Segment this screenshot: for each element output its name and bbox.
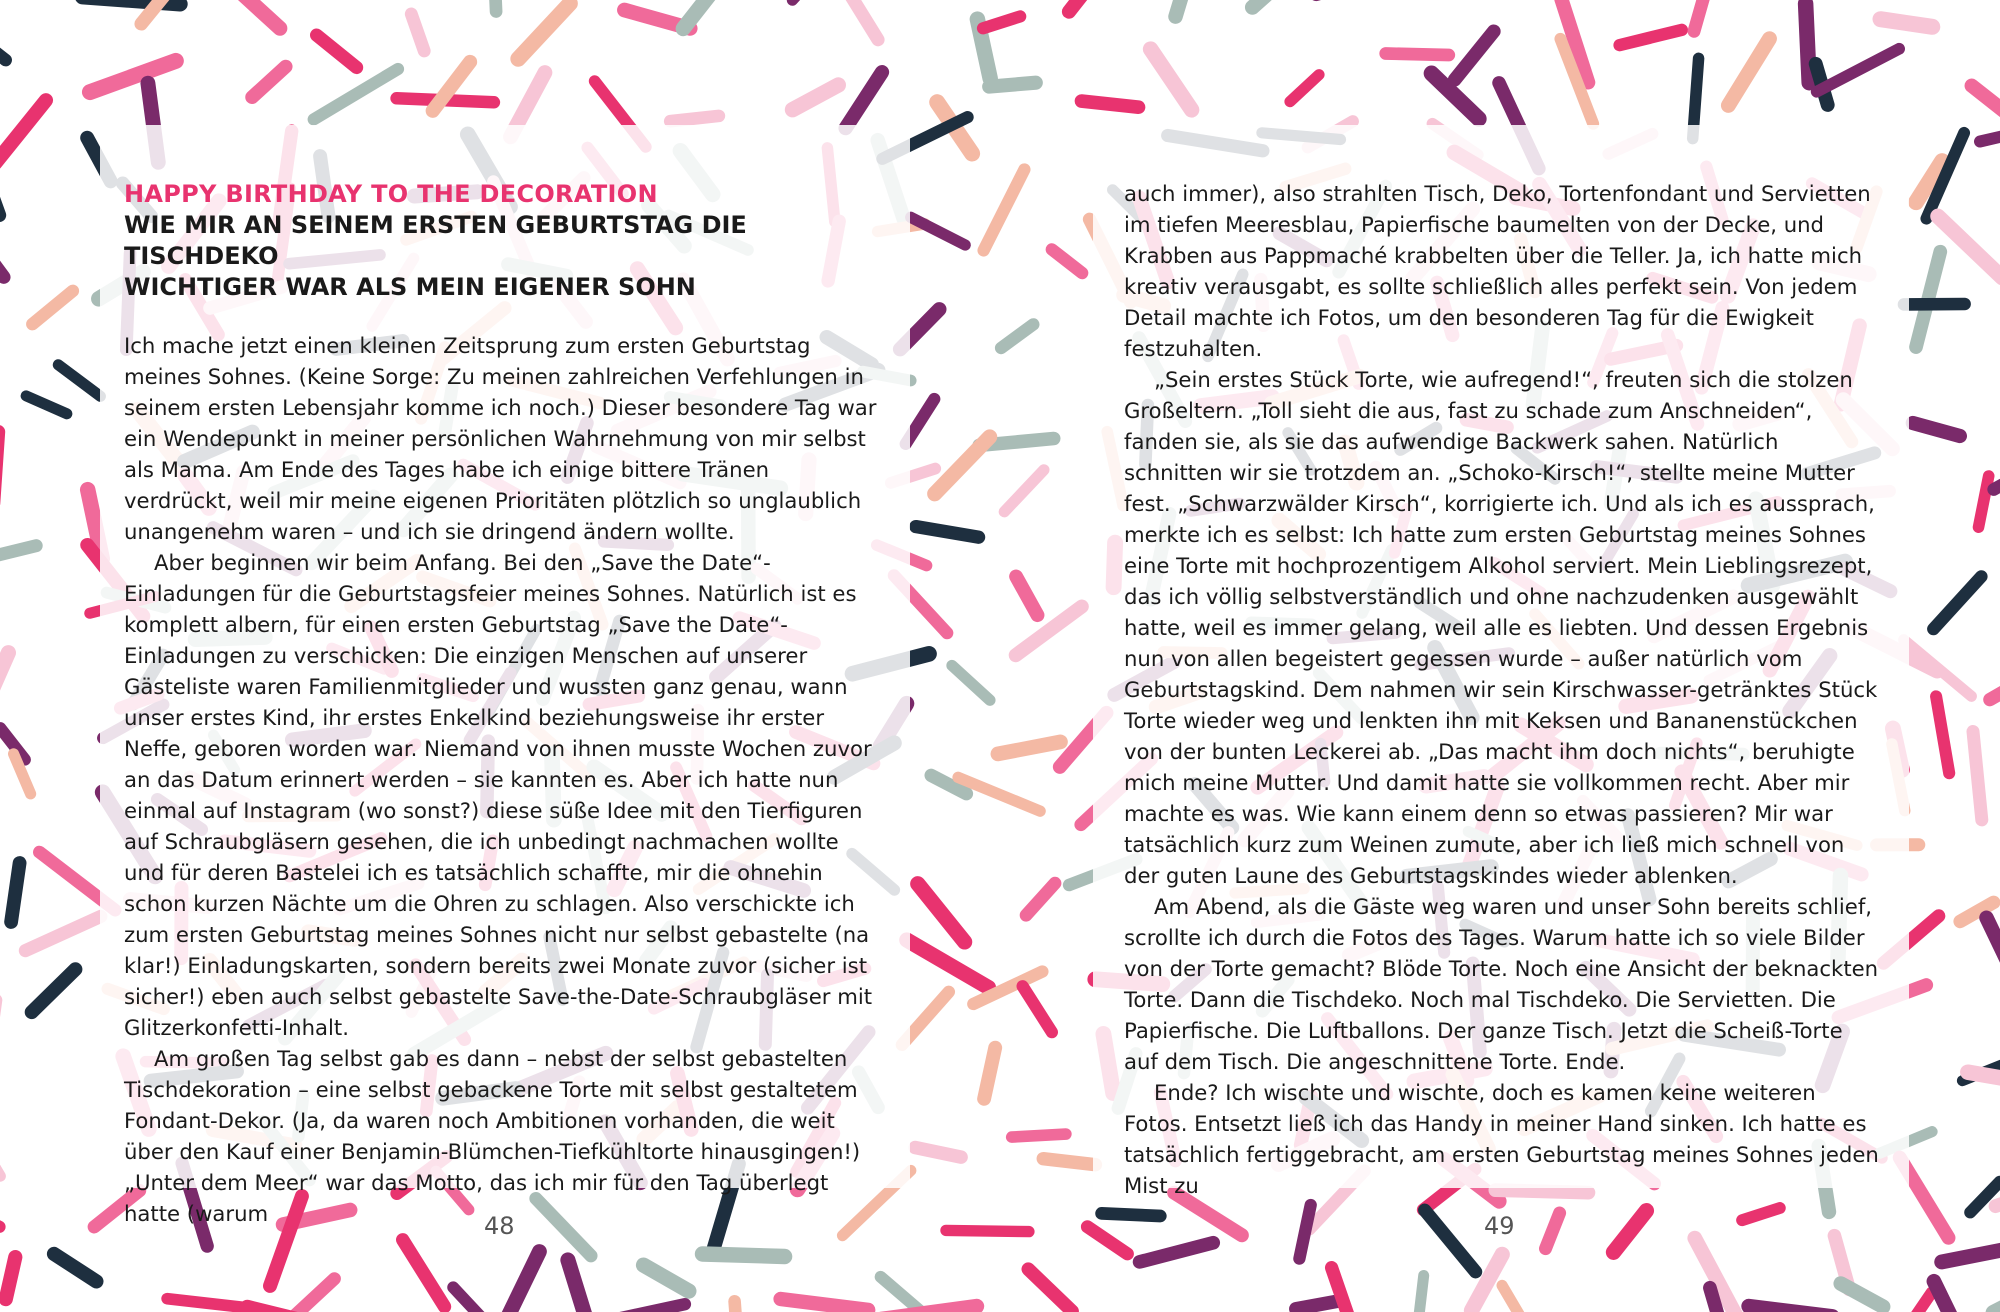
sprinkle <box>1934 1281 1964 1312</box>
sprinkle <box>1913 423 1960 436</box>
sprinkle <box>846 72 882 128</box>
sprinkle <box>1841 1284 1883 1307</box>
sprinkle <box>317 35 357 67</box>
sprinkle <box>984 1048 995 1099</box>
sprinkle <box>11 863 20 922</box>
sprinkle <box>644 1265 689 1291</box>
headline-line-2: WICHTIGER WAR ALS MEIN EIGENER SOHN <box>124 273 696 301</box>
sprinkle <box>983 16 1020 28</box>
sprinkle <box>1028 1269 1072 1311</box>
sprinkle <box>286 1279 334 1312</box>
sprinkle <box>915 1148 961 1158</box>
sprinkle <box>32 969 76 1012</box>
sprinkle <box>1069 0 1101 12</box>
sprinkle <box>1299 1205 1310 1259</box>
sprinkle <box>518 3 570 59</box>
sprinkle <box>1001 324 1033 348</box>
sprinkle <box>935 437 990 494</box>
page-number-right: 49 <box>1484 1212 1515 1240</box>
sprinkle <box>1052 250 1082 274</box>
sprinkle <box>1151 49 1192 110</box>
body-paragraph: Am großen Tag selbst gab es dann – nebst der selbst gebastelten Tischdekoration – eine selbst gebackene Torte mit selbst gestaltetem Fondant-Dekor. (Ja, da waren noch Ambitionen vorhanden, die weit über den Kauf einer Benjamin-Blümchen-Tiefkühltorte hinausgingen!) „Unter dem Meer“ war das Motto, das ich mir für den Tag überlegt hatte (warum <box>124 1046 861 1226</box>
sprinkle <box>1938 216 2000 277</box>
sprinkle <box>403 1240 445 1307</box>
sprinkle <box>453 1287 505 1312</box>
sprinkle <box>1012 1134 1066 1137</box>
sprinkle <box>1082 101 1139 107</box>
sprinkle <box>411 14 424 51</box>
sprinkle <box>1972 86 2000 112</box>
body-paragraph: Am Abend, als die Gäste weg waren und unser Sohn bereits schlief, scrollte ich durch die Fotos des Tages. Warum hatte ich so viele Bilder von der Torte gemacht? Blöde Torte. Noch eine Ansicht der beknackten Torte. Dann die Tischdeko. Noch mal Tischdeko. Die Servietten. Die Papierfische. Die Luftballons. Der ganze Tisch. Jetzt die Scheiß-Torte auf dem Tisch. Die angeschnittene Torte. Ende. <box>1124 894 1879 1074</box>
sprinkle <box>1026 883 1055 915</box>
sprinkle <box>1936 696 1949 773</box>
sprinkle <box>946 1230 1029 1231</box>
sprinkle <box>1296 1301 1340 1309</box>
sprinkle <box>1386 54 1449 56</box>
sprinkle <box>1979 476 1989 527</box>
chapter-kicker: HAPPY BIRTHDAY TO THE DECORATION <box>124 180 658 208</box>
sprinkle <box>1942 1249 2000 1262</box>
sprinkle <box>1087 1227 1127 1254</box>
sprinkle <box>252 67 286 98</box>
sprinkle <box>703 1254 785 1257</box>
sprinkle <box>620 1304 685 1312</box>
sprinkle <box>1455 31 1494 79</box>
sprinkle <box>1933 577 1981 630</box>
sprinkle <box>1994 460 2000 490</box>
sprinkle <box>1102 1213 1161 1216</box>
sprinkle <box>1806 4 1810 83</box>
sprinkle <box>0 20 6 60</box>
sprinkle <box>1987 918 2000 985</box>
body-paragraph: Aber beginnen wir beim Anfang. Bei den „Save the Date“-Einladungen für die Geburtstagsfeier meines Sohnes. Natürlich ist es komplett albern, für einen ersten Geburtstag „Save the Date“-Einladungen zu verschicken: Die einzigen Menschen auf unserer Gästeliste waren Familienmitglieder und wussten ganz genau, wann unser erstes Kind, ihr erstes Enkelkind beziehungsweise ihr erster Neffe, geboren worden war. Niemand von ihnen musste Wochen zuvor an das Datum erinnert werden – sie kannten es. Aber ich hatte nun einmal auf Instagram (wo sonst?) diese süße Idee mit den Tierfiguren auf Schraubgläsern gesehen, die ich unbedingt nachmachen wollte und für deren Bastelei ich es tatsächlich schaffte, mir die ohnehin schon kurzen Nächte um die Ohren zu schlagen. Also verschickte ich zum ersten Geburtstag meines Sohnes nicht nur selbst gebastelte (na klar!) Einladungskarten, sondern bereits zwei Monate zuvor (sicher ist sicher!) eben auch selbst gebastelte Save-the-Date-Schraubgläser mit Glitzerkonfetti-Inhalt. <box>124 550 873 1040</box>
sprinkle <box>1990 663 2000 700</box>
body-paragraph: Ende? Ich wischte und wischte, doch es kamen keine weiteren Fotos. Entsetzt ließ ich das Handy in meiner Hand sinken. Ich hatte es tatsächlich fertiggebracht, am ersten Geburtstag meines Sohnes jeden Mist zu <box>1124 1080 1879 1198</box>
sprinkle <box>1994 1289 2000 1312</box>
sprinkle <box>58 365 100 397</box>
sprinkle <box>1620 30 1682 45</box>
sprinkle <box>907 940 989 988</box>
right-page <box>1124 178 1879 1201</box>
sprinkle <box>911 217 966 245</box>
sprinkle <box>1502 1285 1551 1312</box>
sprinkle <box>998 742 1061 754</box>
sprinkle <box>989 83 1036 87</box>
sprinkle <box>781 1299 869 1310</box>
body-paragraph: „Sein erstes Stück Torte, wie aufregend!“, freuten sich die stolzen Großeltern. „Toll sieht die aus, fast zu schade zum Anschneiden“, fanden sie, als sie das aufwendige Backwerk sahen. Natürlich schnitten wir sie trotzdem an. „Schoko-Kirsch!“, stellte meine Mutter fest. „Schwarzwälder Kirsch“, korrigierte ich. Und als ich es aussprach, merkte ich es selbst: Ich hatte zum ersten Geburtstag meines Sohnes eine Torte mit hochprozentigem Alkohol serviert. Mein Lieblingsrezept, das ich völlig selbstverständlich und ohne nachzudenken ausgewählt hatte, weil es immer gelang, weil alle es liebten. Und dessen Ergebnis nun von allen begeistert gegessen wurde – außer natürlich vom Geburtstagskind. Dem nahmen wir sein Kirschwasser-getränktes Stück Torte wieder weg und lenkten ihn mit Keksen und Bananenstückchen von der bunten Leckerei ab. „Das macht ihm doch nichts“, beruhigte mich meine Mutter. Und damit hatte sie vollkommen recht. Aber mir machte es was. Wie kann einem denn so etwas passieren? Mir war tatsächlich kurz zum Weinen zumute, aber ich ließ mich schnell von der guten Laune des Geburtstagskindes wieder ablenken. <box>1124 367 1878 888</box>
sprinkle <box>1694 0 1717 31</box>
sprinkle <box>1817 49 1899 92</box>
sprinkle <box>1425 1210 1476 1272</box>
sprinkle <box>1980 126 2000 141</box>
sprinkle <box>6 1257 16 1299</box>
sprinkle <box>1546 1213 1560 1249</box>
page-number-left: 48 <box>484 1212 515 1240</box>
sprinkle <box>683 0 718 29</box>
sprinkle <box>1023 986 1052 1032</box>
sprinkle <box>1416 1276 1424 1312</box>
sprinkle <box>1016 607 1082 656</box>
sprinkle <box>0 546 36 564</box>
sprinkle <box>1907 1293 1932 1312</box>
sprinkle <box>0 653 8 689</box>
sprinkle <box>1140 1243 1214 1262</box>
sprinkle <box>32 291 72 324</box>
sprinkle <box>25 916 100 950</box>
sprinkle <box>1290 75 1319 102</box>
sprinkle <box>0 100 46 163</box>
body-paragraph: auch immer), also strahlten Tisch, Deko, Tortenfondant und Servietten im tiefen Meeresblau, Papierfische baumelten von der Decke, und Krabben aus Pappmaché krabbelten über die Teller. Ja, ich hatte mich kreativ verausgabt, es sollte schließlich alles perfekt sein. Von jedem Detail machte ich Fotos, um den besonderen Tag für die Ewigkeit festzuhalten. <box>1124 181 1871 361</box>
sprinkle <box>1742 1208 1780 1220</box>
sprinkle <box>1973 732 1982 820</box>
headline-line-1: WIE MIR AN SEINEM ERSTEN GEBURTSTAG DIE TISCHDEKO <box>124 211 747 270</box>
sprinkle <box>670 116 719 121</box>
sprinkle <box>793 85 839 110</box>
sprinkle <box>1968 1072 2000 1085</box>
sprinkle <box>568 1260 589 1312</box>
sprinkle <box>1904 640 1972 697</box>
sprinkle <box>1016 577 1037 616</box>
sprinkle <box>242 0 280 28</box>
sprinkle <box>984 170 1025 251</box>
sprinkle <box>1252 0 1302 7</box>
sprinkle <box>314 69 398 119</box>
sprinkle <box>1749 1306 1833 1312</box>
sprinkle <box>735 1301 740 1312</box>
sprinkle <box>881 1306 976 1312</box>
sprinkle <box>1728 39 1769 106</box>
sprinkle <box>952 666 990 701</box>
sprinkle <box>1881 19 1933 27</box>
sprinkle <box>1176 0 1195 17</box>
sprinkle <box>916 527 979 538</box>
sprinkle <box>1004 470 1044 512</box>
sprinkle <box>832 0 878 40</box>
sprinkle <box>90 61 176 92</box>
chapter-headline <box>124 210 879 303</box>
sprinkle <box>1043 1159 1095 1165</box>
sprinkle <box>167 1299 242 1308</box>
sprinkle <box>494 0 497 12</box>
left-page <box>124 178 879 1229</box>
sprinkle <box>0 240 4 277</box>
sprinkle <box>26 396 67 414</box>
body-paragraph: Ich mache jetzt einen kleinen Zeitsprung zum ersten Geburtstag meines Sohnes. (Keine Sorge: Zu meinen zahlreichen Verfehlungen in seinem ersten Lebensjahr komme ich noch.) Dieser besondere Tag war ein Wendepunkt in meiner persönlichen Wahrnehmung von mir selbst als Mama. Am Ende des Tages habe ich einige bittere Tränen verdrückt, weil mir meine eigenen Prioritäten plötzlich so unglaublich unangenehm waren – und ich sie dringend ändern wollte. <box>124 333 877 544</box>
sprinkle <box>1614 1211 1647 1253</box>
sprinkle <box>497 1252 539 1312</box>
sprinkle <box>918 884 965 942</box>
sprinkle <box>54 1254 96 1282</box>
